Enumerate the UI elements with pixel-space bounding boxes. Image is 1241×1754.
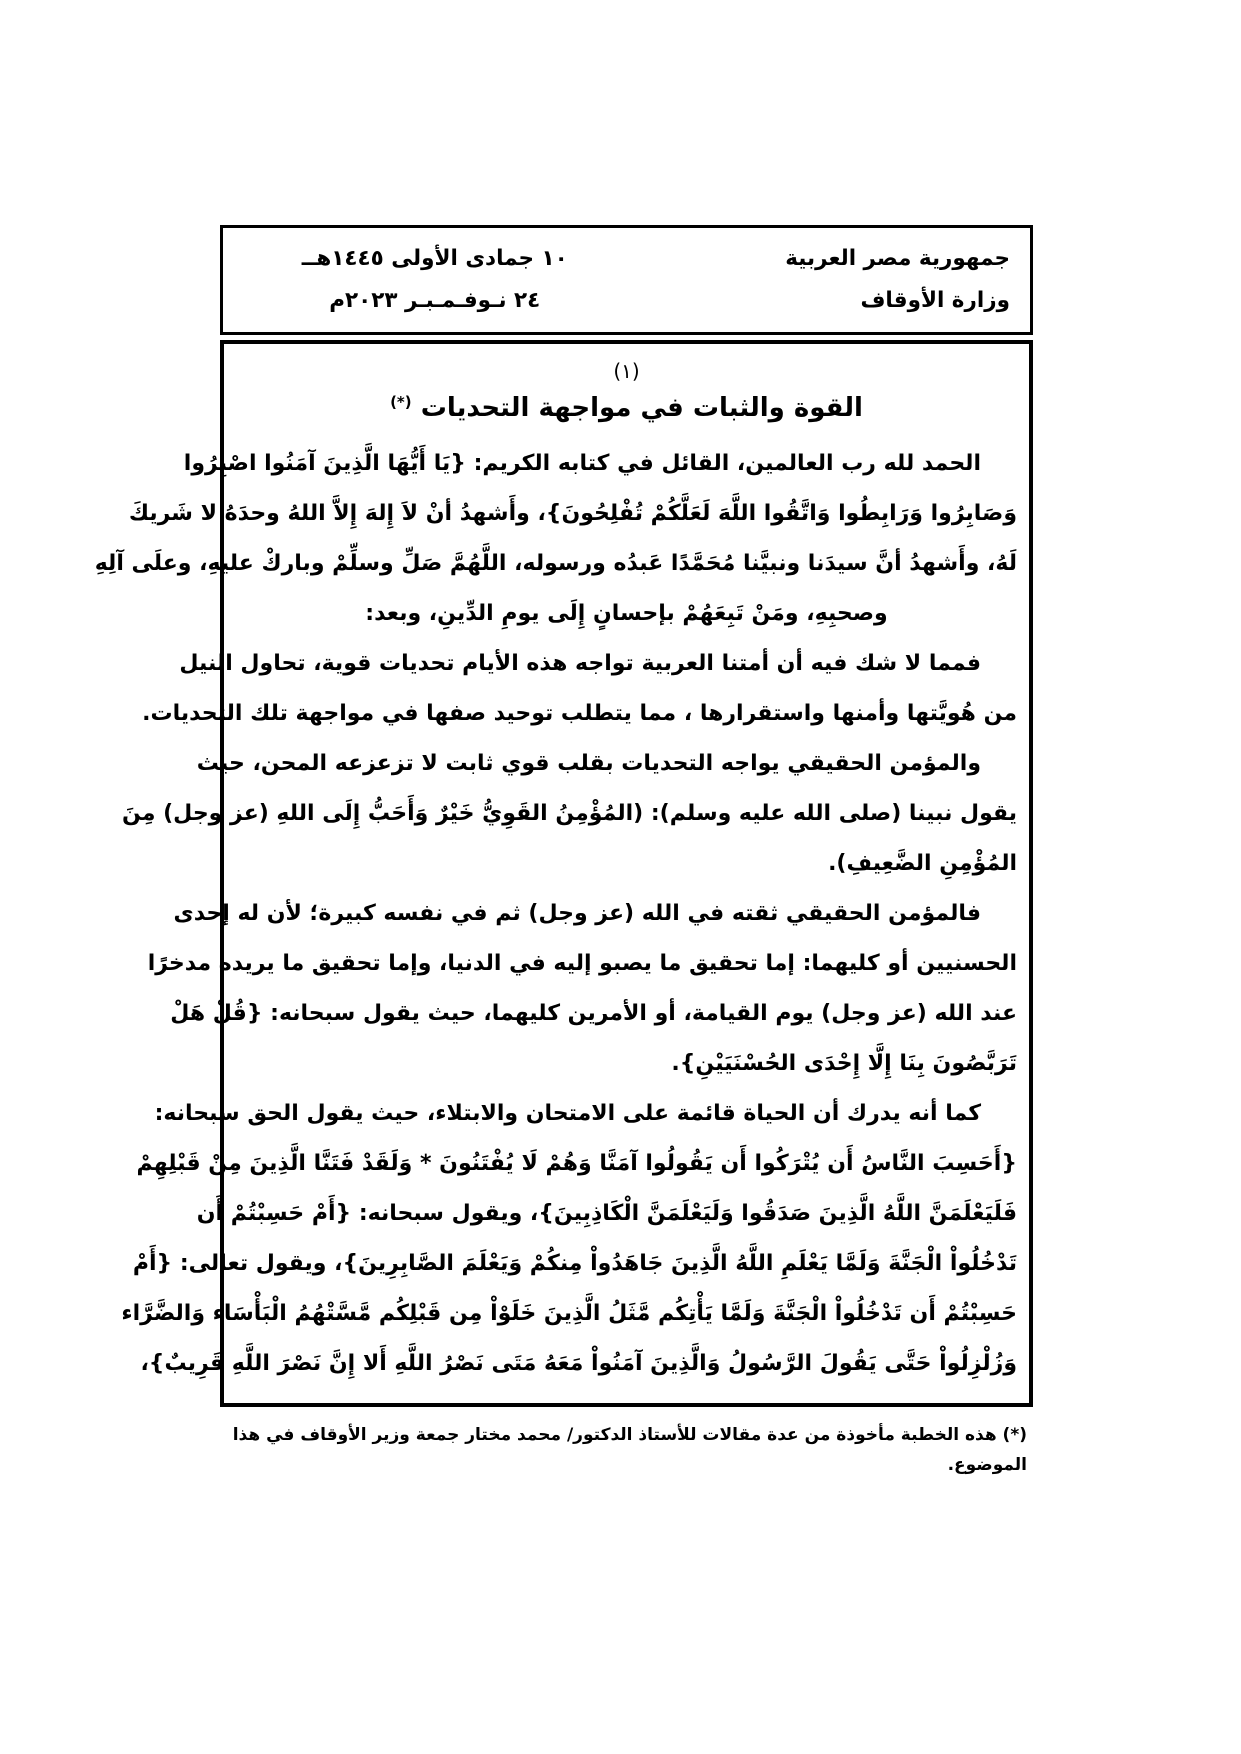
sermon-title-row bbox=[236, 388, 1017, 431]
body-line: فمما لا شك فيه أن أمتنا العربية تواجه هذه الأيام تحديات قوية، تحاول النيل bbox=[179, 651, 981, 676]
body-line: تَرَبَّصُونَ بِنَا إِلَّا إِحْدَى الحُسْنَيَيْنِ}. bbox=[671, 1051, 1017, 1076]
body-line: حَسِبْتُمْ أَن تَدْخُلُواْ الْجَنَّةَ وَلَمَّا يَأْتِكُم مَّثَلُ الَّذِينَ خَلَوْاْ مِن قَبْلِكُم مَّسَّتْهُمُ الْبَأْسَاء وَالضَّرَّاء bbox=[121, 1301, 1017, 1326]
body-line: عند الله (عز وجل) يوم القيامة، أو الأمرين كليهما، حيث يقول سبحانه: {قُلْ هَلْ bbox=[170, 1001, 1017, 1026]
footnote-marker-icon: (*) bbox=[390, 393, 412, 411]
body-line: يقول نبينا (صلى الله عليه وسلم): (المُؤْمِنُ القَوِيُّ خَيْرٌ وَأَحَبُّ إِلَى اللهِ (عز وجل) مِنَ bbox=[122, 801, 1017, 826]
hijri-date: ١٠ جمادى الأولى ١٤٤٥هــ bbox=[301, 246, 568, 271]
body-line: والمؤمن الحقيقي يواجه التحديات بقلب قوي ثابت لا تزعزعه المحن، حيث bbox=[196, 751, 981, 776]
body-line: المُؤْمِنِ الضَّعِيفِ). bbox=[828, 851, 1017, 876]
paragraph bbox=[122, 739, 1017, 889]
letterhead-dates bbox=[243, 238, 627, 322]
country-name: جمهورية مصر العربية bbox=[785, 246, 1010, 271]
paragraph bbox=[147, 889, 1017, 1089]
body-line: وصحبِهِ، ومَنْ تَبِعَهُمْ بإحسانٍ إِلَى يومِ الدِّينِ، وبعد: bbox=[365, 601, 888, 626]
paragraph bbox=[94, 439, 1017, 639]
body-line: الحسنيين أو كليهما: إما تحقيق ما يصبو إليه في الدنيا، وإما تحقيق ما يريده مدخرًا bbox=[147, 951, 1017, 976]
body-line: فَلَيَعْلَمَنَّ اللَّهُ الَّذِينَ صَدَقُوا وَلَيَعْلَمَنَّ الْكَاذِبِينَ}، ويقول سبحانه: {أَمْ حَسِبْتُمْ أَن bbox=[196, 1201, 1017, 1226]
body-line: الحمد لله رب العالمين، القائل في كتابه الكريم: {يَا أَيُّهَا الَّذِينَ آمَنُوا اصْبِرُوا bbox=[183, 451, 981, 476]
ministry-name: وزارة الأوقاف bbox=[860, 288, 1010, 313]
body-line: فالمؤمن الحقيقي ثقته في الله (عز وجل) ثم في نفسه كبيرة؛ لأن له إحدى bbox=[173, 901, 981, 926]
page-number: (١) bbox=[613, 359, 640, 383]
sermon-title: القوة والثبات في مواجهة التحديات bbox=[420, 393, 863, 423]
body-line: وَصَابِرُوا وَرَابِطُوا وَاتَّقُوا اللَّهَ لَعَلَّكُمْ تُفْلِحُونَ}، وأَشهدُ أنْ لاَ إِلهَ إِلاَّ اللهُ وحدَهُ لا شَريكَ bbox=[128, 501, 1017, 526]
paragraph bbox=[142, 639, 1017, 739]
letterhead-organization bbox=[627, 238, 1011, 322]
body-line: لَهُ، وأَشهدُ أنَّ سيدَنا ونبيَّنا مُحَمَّدًا عَبدُه ورسوله، اللَّهُمَّ صَلِّ وسلِّمْ وباركْ عليهِ، وعلَى آلِهِ bbox=[94, 551, 1017, 576]
body-line: {أَحَسِبَ النَّاسُ أَن يُتْرَكُوا أَن يَقُولُوا آمَنَّا وَهُمْ لَا يُفْتَنُونَ * وَلَقَدْ فَتَنَّا الَّذِينَ مِنْ قَبْلِهِمْ bbox=[136, 1151, 1017, 1176]
body-line: كما أنه يدرك أن الحياة قائمة على الامتحان والابتلاء، حيث يقول الحق سبحانه: bbox=[154, 1101, 981, 1126]
letterhead-box bbox=[220, 225, 1033, 335]
body-line: من هُويَّتها وأمنها واستقرارها ، مما يتطلب توحيد صفها في مواجهة تلك التحديات. bbox=[142, 701, 1017, 726]
gregorian-date: ٢٤ نـوفـمـبـر ٢٠٢٣م bbox=[329, 288, 541, 313]
body-line: وَزُلْزِلُواْ حَتَّى يَقُولَ الرَّسُولُ وَالَّذِينَ آمَنُواْ مَعَهُ مَتَى نَصْرُ اللَّهِ أَلا إِنَّ نَصْرَ اللَّهِ قَرِيبٌ}، bbox=[140, 1351, 1017, 1376]
paragraph bbox=[121, 1089, 1017, 1389]
sermon-frame bbox=[94, 340, 1033, 1407]
footnote: (*) هذه الخطبة مأخوذة من عدة مقالات للأستاذ الدكتور/ محمد مختار جمعة وزير الأوقاف في هذا الموضوع. bbox=[232, 1425, 1027, 1475]
body-line: تَدْخُلُواْ الْجَنَّةَ وَلَمَّا يَعْلَمِ اللَّهُ الَّذِينَ جَاهَدُواْ مِنكُمْ وَيَعْلَمَ الصَّابِرِينَ}، ويقول تعالى: {أَمْ bbox=[132, 1251, 1017, 1276]
